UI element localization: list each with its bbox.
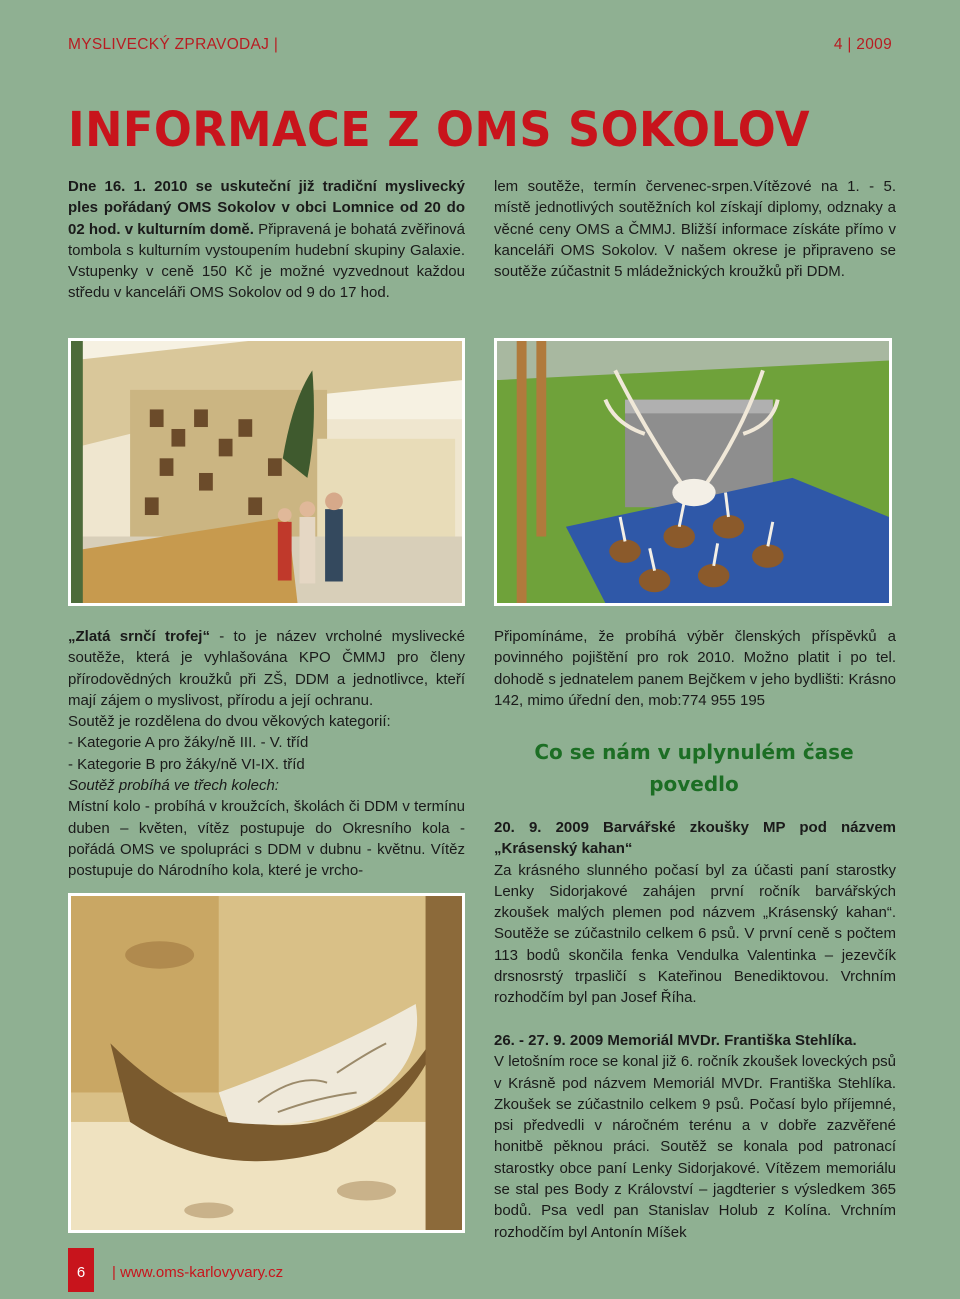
magazine-name: MYSLIVECKÝ ZPRAVODAJ |: [68, 36, 279, 53]
trophy-local-round: Místní kolo - probíhá v kroužcích, školách či DDM v termínu duben – květen, vítěz postupuje do Okresního kola - pořádá OMS ve spolupráci s DDM v dubnu - květnu. Vítěz postupuje do Národního kola, které je vrcho-: [68, 798, 465, 880]
page-title: INFORMACE Z OMS SOKOLOV: [68, 102, 811, 158]
trophy-title: „Zlatá srnčí trofej“: [68, 628, 210, 645]
contest-continuation: [494, 176, 896, 282]
page-number: 6: [68, 1248, 94, 1292]
event-barvarske-zkousky: [494, 817, 896, 1009]
membership-reminder: [494, 626, 896, 711]
event1-text: Za krásného slunného počasí byl za účasti paní starostky Lenky Sidorjakové zahájen první ročník barvářských zkoušek malých plemen pod názvem „Krásenský kahan“. Soutěže se zúčastnilo celkem 6 psů. V první ceně s počtem 113 bodů skončila fenka Vendulka Valentinka – jezevčík drsnosrstý trpasličí s Kateřinou Benediktovou. Vrchním rozhodčím byl pan Josef Říha.: [494, 861, 896, 1007]
section-subheading: Co se nám v uplynulém čase povedlo: [534, 740, 854, 796]
membership-reminder-text: Připomínáme, že probíhá výběr členských příspěvků a povinného pojištění pro rok 2010. Možno platit i po tel. dohodě s jednatelem panem Bejčkem v jeho bydlišti: Krásno 142, mimo úřední den, mob:774 955 195: [494, 628, 896, 709]
intro-paragraph: [68, 176, 465, 304]
event1-heading: 20. 9. 2009 Barvářské zkoušky MP pod názvem „Krásenský kahan“: [494, 819, 896, 858]
photo-antler-trophies: [494, 338, 892, 606]
issue-number: 4 | 2009: [833, 36, 892, 53]
trophy-category-a: - Kategorie A pro žáky/ně III. - V. tříd: [68, 734, 309, 752]
trophy-category-b: - Kategorie B pro žáky/ně VI-IX. tříd: [68, 755, 305, 773]
website-link[interactable]: | www.oms-karlovyvary.cz: [112, 1264, 284, 1281]
intro-text: Připravená je bohatá zvěřinová tombola s kulturním vystoupením hudební skupiny Galaxie. Vstupenky v ceně 150 Kč je možné vyzvednout každou středu v kanceláři OMS Sokolov od 9 do 17 hod.: [68, 220, 465, 302]
trophy-text: - to je název vrcholné myslivecké soutěže, která je vyhlašována KPO ČMMJ pro členy přírodovědných kroužků při ZŠ, DDM a jednotlivce, kteří mají zájem o myslivost, přírodu a její ochranu.: [68, 628, 465, 709]
event2-heading: 26. - 27. 9. 2009 Memoriál MVDr. Františka Stehlíka.: [494, 1032, 857, 1049]
trophy-article: [68, 626, 465, 882]
intro-bold: Dne 16. 1. 2010 se uskuteční již tradiční myslivecký ples pořádaný OMS Sokolov v obci Lomnice od 20 do 02 hod. v kulturním domě.: [68, 178, 465, 238]
contest-continuation-text: lem soutěže, termín červenec-srpen.Vítězové na 1. - 5. místě jednotlivých soutěžních kol získají diplomy, odznaky a věcné ceny OMS a ČMMJ. Bližší informace získáte přímo v kanceláři OMS Sokolov. V našem okrese je připraveno se soutěže zúčastnit 5 mládežnických kroužků při DDM.: [494, 178, 896, 281]
event-memorial: [494, 1030, 896, 1243]
photo-exhibition-hall: [68, 338, 465, 606]
event2-text: V letošním roce se konal již 6. ročník zkoušek loveckých psů v Krásně pod názvem Memoriál MVDr. Františka Stehlíka. Zkoušek se zúčastnilo celkem 9 psů. Počasí bylo příjemné, psi předvedli v náročném terénu a v dobře zazvěřené honitbě pěknou práci. Soutěž se konala pod patronací starostky obce paní Lenky Sidorjakové. Vítězem memoriálu se stal pes Body z Království – jagdterier s výsledkem 365 bodů. Psa vedl pan Stanislav Holub z Kolína. Vrchním rozhodčím byl Antonín Míšek: [494, 1053, 896, 1241]
trophy-categories-intro: Soutěž je rozdělena do dvou věkových kategorií:: [68, 713, 391, 731]
trophy-rounds-heading: Soutěž probíhá ve třech kolech:: [68, 777, 279, 795]
photo-carved-antler: [68, 893, 465, 1233]
